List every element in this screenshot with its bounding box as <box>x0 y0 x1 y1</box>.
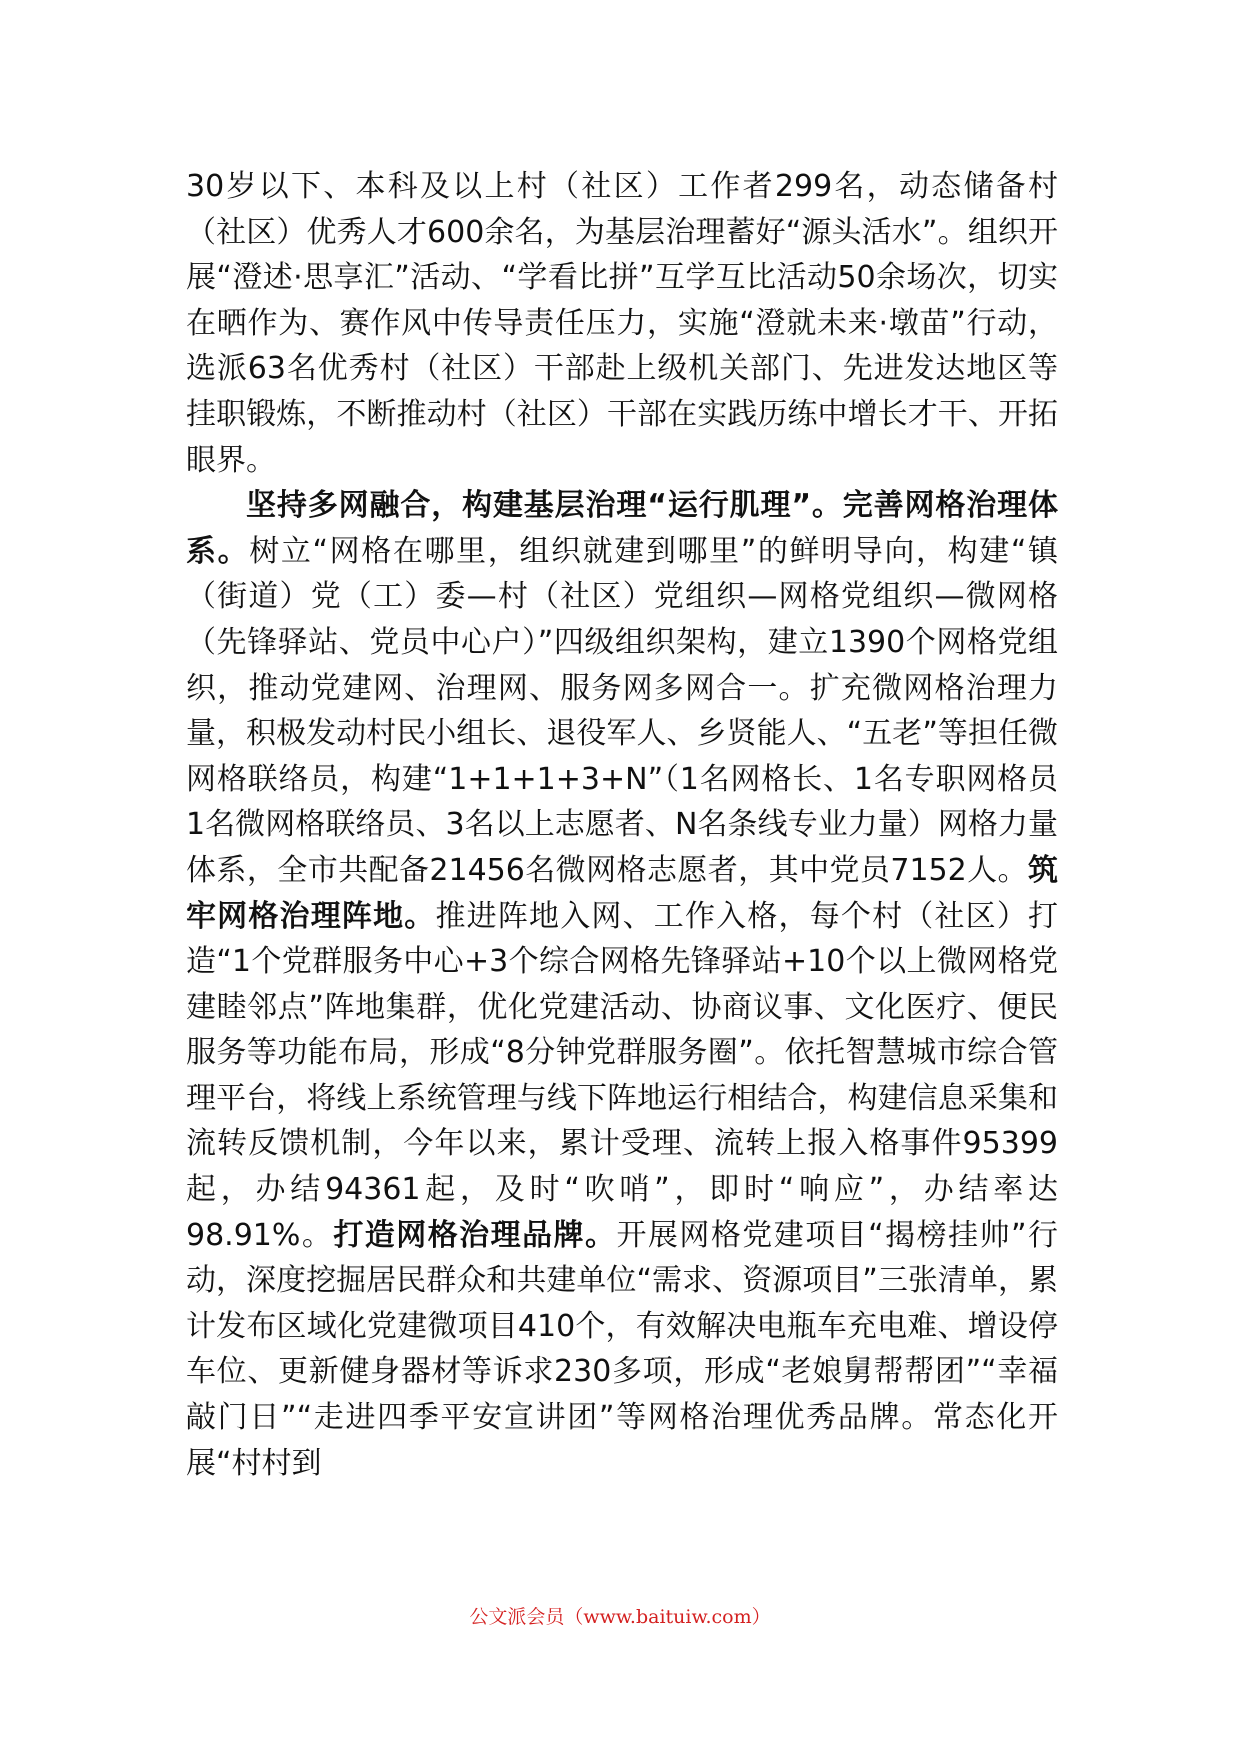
text-run: 开展网格党建项目“揭榜挂帅”行动，深度挖掘居民群众和共建单位“需求、资源项目”三张清单，累计发布区域化党建微项目410个，有效解决电瓶车充电难、增设停车位、更新健身器材等诉求230多项，形成“老娘舅帮帮团”“幸福敲门日”“走进四季平安宣讲团”等网格治理优秀品牌。常态化开展“村村到 <box>186 1217 1059 1481</box>
text-run: 推进阵地入网、工作入格，每个村（社区）打造“1个党群服务中心+3个综合网格先锋驿站+10个以上微网格党建睦邻点”阵地集群，优化党建活动、协商议事、文化医疗、便民服务等功能布局，形成“8分钟党群服务圈”。依托智慧城市综合管理平台，将线上系统管理与线下阵地运行相结合，构建信息采集和流转反馈机制，今年以来，累计受理、流转上报入格事件95399起，办结94361起，及时“吹哨”，即时“响应”，办结率达98.91%。 <box>186 898 1059 1253</box>
paragraph-1 <box>186 164 1058 483</box>
footer-watermark: 公文派会员（www.baituiw.com） <box>469 1606 771 1628</box>
subheading-bold: 筑牢网格治理阵地。 <box>186 852 1058 934</box>
text-run: 树立“网格在哪里，组织就建到哪里”的鲜明导向，构建“镇（街道）党（工）委—村（社区）党组织—网格党组织—微网格（先锋驿站、党员中心户）”四级组织架构，建立1390个网格党组织，推动党建网、治理网、服务网多网合一。扩充微网格治理力量，积极发动村民小组长、退役军人、乡贤能人、“五老”等担任微网格联络员，构建“1+1+1+3+N”（1名网格长、1名专职网格员1名微网格联络员、3名以上志愿者、N名条线专业力量）网格力量体系，全市共配备21456名微网格志愿者，其中党员7152人。 <box>186 533 1058 888</box>
text-run: 30岁以下、本科及以上村（社区）工作者299名，动态储备村（社区）优秀人才600余名，为基层治理蓄好“源头活水”。组织开展“澄述·思享汇”活动、“学看比拼”互学互比活动50余场次，切实在晒作为、赛作风中传导责任压力，实施“澄就未来·墩苗”行动，选派63名优秀村（社区）干部赴上级机关部门、先进发达地区等挂职锻炼，不断推动村（社区）干部在实践历练中增长才干、开拓眼界。 <box>186 169 1058 478</box>
subheading-bold: 打造网格治理品牌。 <box>333 1217 617 1253</box>
document-body <box>186 164 1058 1486</box>
section-heading: 坚持多网融合，构建基层治理“运行肌理”。完善网格治理体系。 <box>186 488 1058 569</box>
paragraph-2 <box>186 483 1058 1486</box>
